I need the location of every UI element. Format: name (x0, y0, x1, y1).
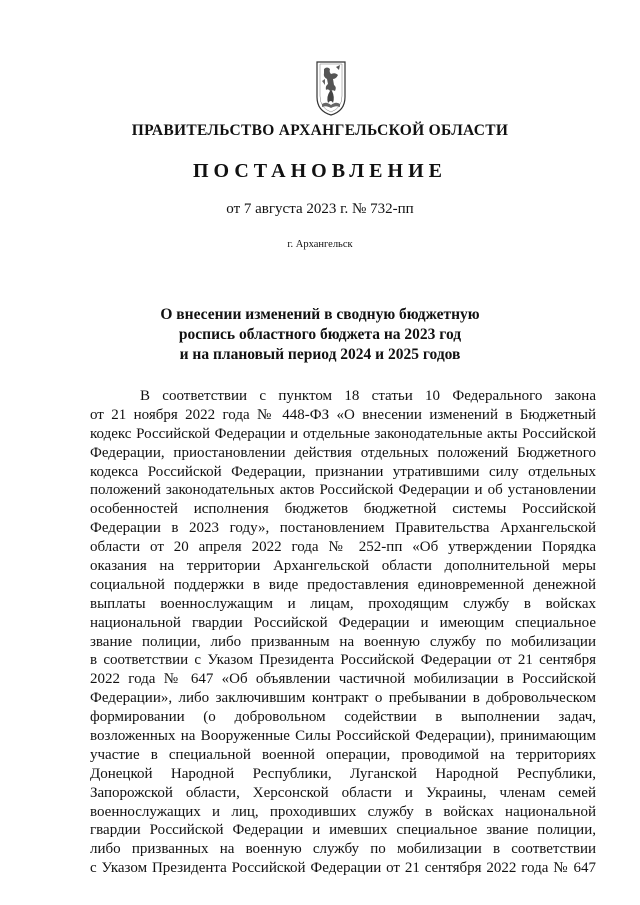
title-line: роспись областного бюджета на 2023 год (178, 326, 462, 343)
body-line: положений законодательных актов Российской Федерации и об установлении (90, 482, 596, 499)
body-line: гвардии Российской Федерации и имевших специальное звание полиции, (90, 822, 596, 839)
body-paragraph (90, 387, 596, 878)
body-line: формировании (о добровольном содействии в выполнении задач, (90, 709, 596, 726)
body-line: 2022 года № 647 «Об объявлении частичной мобилизации в Российской (90, 671, 596, 688)
body-line: Донецкой Народной Республики, Луганской Народной Республики, (90, 765, 596, 782)
body-line: участие в специальной военной операции, проводимой на территориях (90, 746, 596, 763)
body-line: от 21 ноября 2022 года № 448-ФЗ «О внесении изменений в Бюджетный (90, 406, 596, 423)
body-line: Запорожской области, Херсонской области и Украины, членам семей (90, 784, 596, 801)
body-line: Федерации», либо заключившим контракт о пребывании в добровольческом (90, 690, 596, 707)
body-line: области от 20 апреля 2022 года № 252-пп «Об утверждении Порядка (90, 539, 596, 556)
body-line: в соответствии с Указом Президента Российской Федерации от 21 сентября (90, 652, 596, 669)
coat-of-arms-icon (316, 61, 346, 116)
document-title (0, 305, 640, 365)
body-line: Федерации в 2023 году», постановлением Правительства Архангельской (90, 520, 596, 537)
body-line: кодекс Российской Федерации и отдельные законодательные акты Российской (90, 425, 596, 442)
body-line: либо призванных на военную службу по мобилизации в соответствии (90, 841, 596, 858)
body-line: кодекса Российской Федерации, признании утратившими силу отдельных (90, 463, 596, 480)
body-line: военнослужащих и лиц, проходивших службу в войсках национальной (90, 803, 596, 820)
body-line: возложенных на Вооруженные Силы Российской Федерации), принимающим (90, 728, 596, 745)
title-line: О внесении изменений в сводную бюджетную (160, 306, 480, 323)
body-line: особенностей исполнения бюджетов бюджетной системы Российской (90, 501, 596, 518)
issuing-authority: ПРАВИТЕЛЬСТВО АРХАНГЕЛЬСКОЙ ОБЛАСТИ (131, 122, 509, 139)
body-line: с Указом Президента Российской Федерации от 21 сентября 2022 года № 647 (90, 860, 596, 877)
body-line: Федерации, приостановлении действия отдельных положений Бюджетного (90, 444, 596, 461)
body-line: национальной гвардии Российской Федерации и имеющим специальное (90, 614, 596, 631)
document-place: г. Архангельск (287, 239, 353, 250)
body-line: оказания на территории Архангельской области дополнительной меры (90, 558, 596, 575)
title-line: и на плановый период 2024 и 2025 годов (179, 346, 461, 363)
document-date-number: от 7 августа 2023 г. № 732-пп (226, 201, 414, 217)
body-line: социальной поддержки в виде предоставления единовременной денежной (90, 576, 596, 593)
document-type: ПОСТАНОВЛЕНИЕ (193, 160, 447, 182)
body-line: звание полиции, либо призванным на военную службу по мобилизации (90, 633, 596, 650)
body-line: В соответствии с пунктом 18 статьи 10 Федерального закона (140, 388, 596, 404)
body-line: выплаты военнослужащим и лицам, проходящим службу в войсках (90, 595, 596, 612)
